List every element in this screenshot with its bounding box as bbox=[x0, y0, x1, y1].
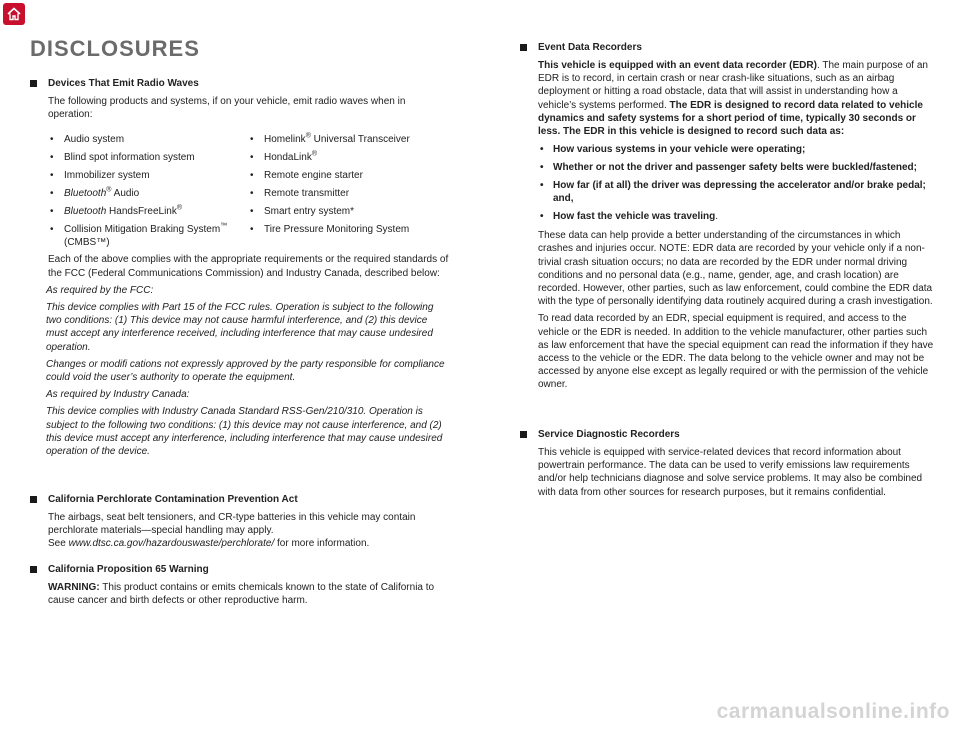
device-item: • Homelink® Universal Transceiver bbox=[248, 133, 410, 146]
edr-intro: This vehicle is equipped with an event data recorder (EDR). The main purpose of an EDR is to record, in certain crash or near crash-like situations, such as an airbag deployment or hitting a road obstacle, data that will assist in understanding how a vehicle’s systems performed. The EDR is designed to record data related to vehicle dynamics and safety systems for a short period of time, typically 30 seconds or less. The EDR in this vehicle is designed to record such data as: bbox=[538, 60, 928, 138]
home-icon bbox=[7, 7, 21, 21]
device-item: • HondaLink® bbox=[248, 151, 317, 164]
prop65-heading: California Proposition 65 Warning bbox=[30, 563, 450, 577]
sdr-text: This vehicle is equipped with service-related devices that record information about powertrain performance. The data can be used to verify emissions law requirements and/or help technicians diagnose and solve service problems. It may also be combined with data from other sources for research purposes, but it remains confidential. bbox=[538, 447, 923, 498]
device-item: • Tire Pressure Monitoring System bbox=[248, 223, 409, 236]
page-title: DISCLOSURES bbox=[30, 36, 200, 61]
device-item: • Blind spot information system bbox=[48, 151, 195, 164]
edr-paragraph: These data can help provide a better understanding of the circumstances in which crashes and injuries occur. NOTE: EDR data are recorded by your vehicle only if a non-trivial crash situation occurs; no data are recorded by the EDR under normal driving conditions and no personal data (e.g., name, gender, age, and crash location) are recorded. However, other parties, such as law enforcement, could combine the EDR data with the type of personally identifying data routinely acquired during a crash investigation. bbox=[538, 230, 933, 308]
radio-waves-heading: Devices That Emit Radio Waves bbox=[30, 77, 450, 91]
prop65-text: WARNING: This product contains or emits chemicals known to the state of California to cause cancer and birth defects or other reproductive harm. bbox=[48, 582, 435, 607]
device-item: • Bluetooth® Audio bbox=[48, 187, 139, 200]
edr-bullet: • How far (if at all) the driver was depressing the accelerator and/or brake pedal; and, bbox=[538, 179, 936, 205]
fcc-paragraph: This device complies with Part 15 of the FCC rules. Operation is subject to the following two conditions: (1) This device may not cause harmful interference, and (2) this device must accept any interference received, including interference that may cause undesired operation. bbox=[46, 302, 434, 353]
edr-bullet: • How fast the vehicle was traveling. bbox=[538, 210, 936, 223]
sdr-heading: Service Diagnostic Recorders bbox=[520, 428, 936, 442]
watermark: carmanualsonline.info bbox=[716, 700, 950, 723]
device-item: • Bluetooth HandsFreeLink® bbox=[48, 205, 182, 218]
device-item: • Audio system bbox=[48, 133, 124, 146]
device-item: • Smart entry system* bbox=[248, 205, 354, 218]
ic-label: As required by Industry Canada: bbox=[46, 389, 190, 401]
radio-intro: The following products and systems, if on your vehicle, emit radio waves when in operation: bbox=[48, 96, 406, 121]
fcc-label: As required by the FCC: bbox=[46, 284, 154, 296]
home-button[interactable] bbox=[3, 3, 25, 25]
bullet-square-icon bbox=[30, 80, 37, 87]
fcc-compliance-text: Each of the above complies with the appropriate requirements or the required standards of the FCC (Federal Communications Commission) and Industry Canada, described below: bbox=[48, 254, 449, 279]
perchlorate-text: The airbags, seat belt tensioners, and CR-type batteries in this vehicle may contain perchlorate materials—special handling may apply. See www.dtsc.ca.gov/hazardouswaste/perchlorate/ for more information. bbox=[48, 512, 416, 550]
edr-section bbox=[520, 41, 936, 392]
ic-paragraph: This device complies with Industry Canada Standard RSS-Gen/210/310. Operation is subject to the following two conditions: (1) this device may not cause interference, and (2) this device must accept any interference, including interference that may cause undesired operation of the device. bbox=[46, 406, 443, 458]
device-item: • Immobilizer system bbox=[48, 169, 150, 182]
bullet-square-icon bbox=[30, 496, 37, 503]
perchlorate-heading: California Perchlorate Contamination Prevention Act bbox=[30, 493, 450, 507]
edr-bullet: • How various systems in your vehicle were operating; bbox=[538, 143, 936, 156]
device-item: • Remote transmitter bbox=[248, 187, 349, 200]
fcc-changes-paragraph: Changes or modifi cations not expressly approved by the party responsible for compliance could void the user’s authority to operate the equipment. bbox=[46, 358, 445, 384]
perchlorate-link[interactable]: www.dtsc.ca.gov/hazardouswaste/perchlorate/ bbox=[68, 538, 275, 550]
radio-waves-section bbox=[30, 77, 450, 458]
perchlorate-section bbox=[30, 493, 450, 551]
edr-paragraph: To read data recorded by an EDR, special equipment is required, and access to the vehicle or the EDR is needed. In addition to the vehicle manufacturer, other parties such as law enforcement that have the special equipment can read the information if they have access to the vehicle or the EDR. The data belong to the vehicle owner and may not be accessed by anyone else except as legally required or with the permission of the vehicle owner. bbox=[538, 313, 934, 391]
edr-bullet: • Whether or not the driver and passenger safety belts were buckled/fastened; bbox=[538, 161, 936, 174]
prop65-section bbox=[30, 563, 450, 607]
device-item: • Collision Mitigation Braking System™ (CMBS™) bbox=[48, 223, 227, 249]
edr-heading: Event Data Recorders bbox=[520, 41, 936, 55]
sdr-section bbox=[520, 428, 936, 499]
bullet-square-icon bbox=[30, 566, 37, 573]
device-item: • Remote engine starter bbox=[248, 169, 363, 182]
device-list bbox=[30, 133, 450, 249]
bullet-square-icon bbox=[520, 431, 527, 438]
bullet-square-icon bbox=[520, 44, 527, 51]
